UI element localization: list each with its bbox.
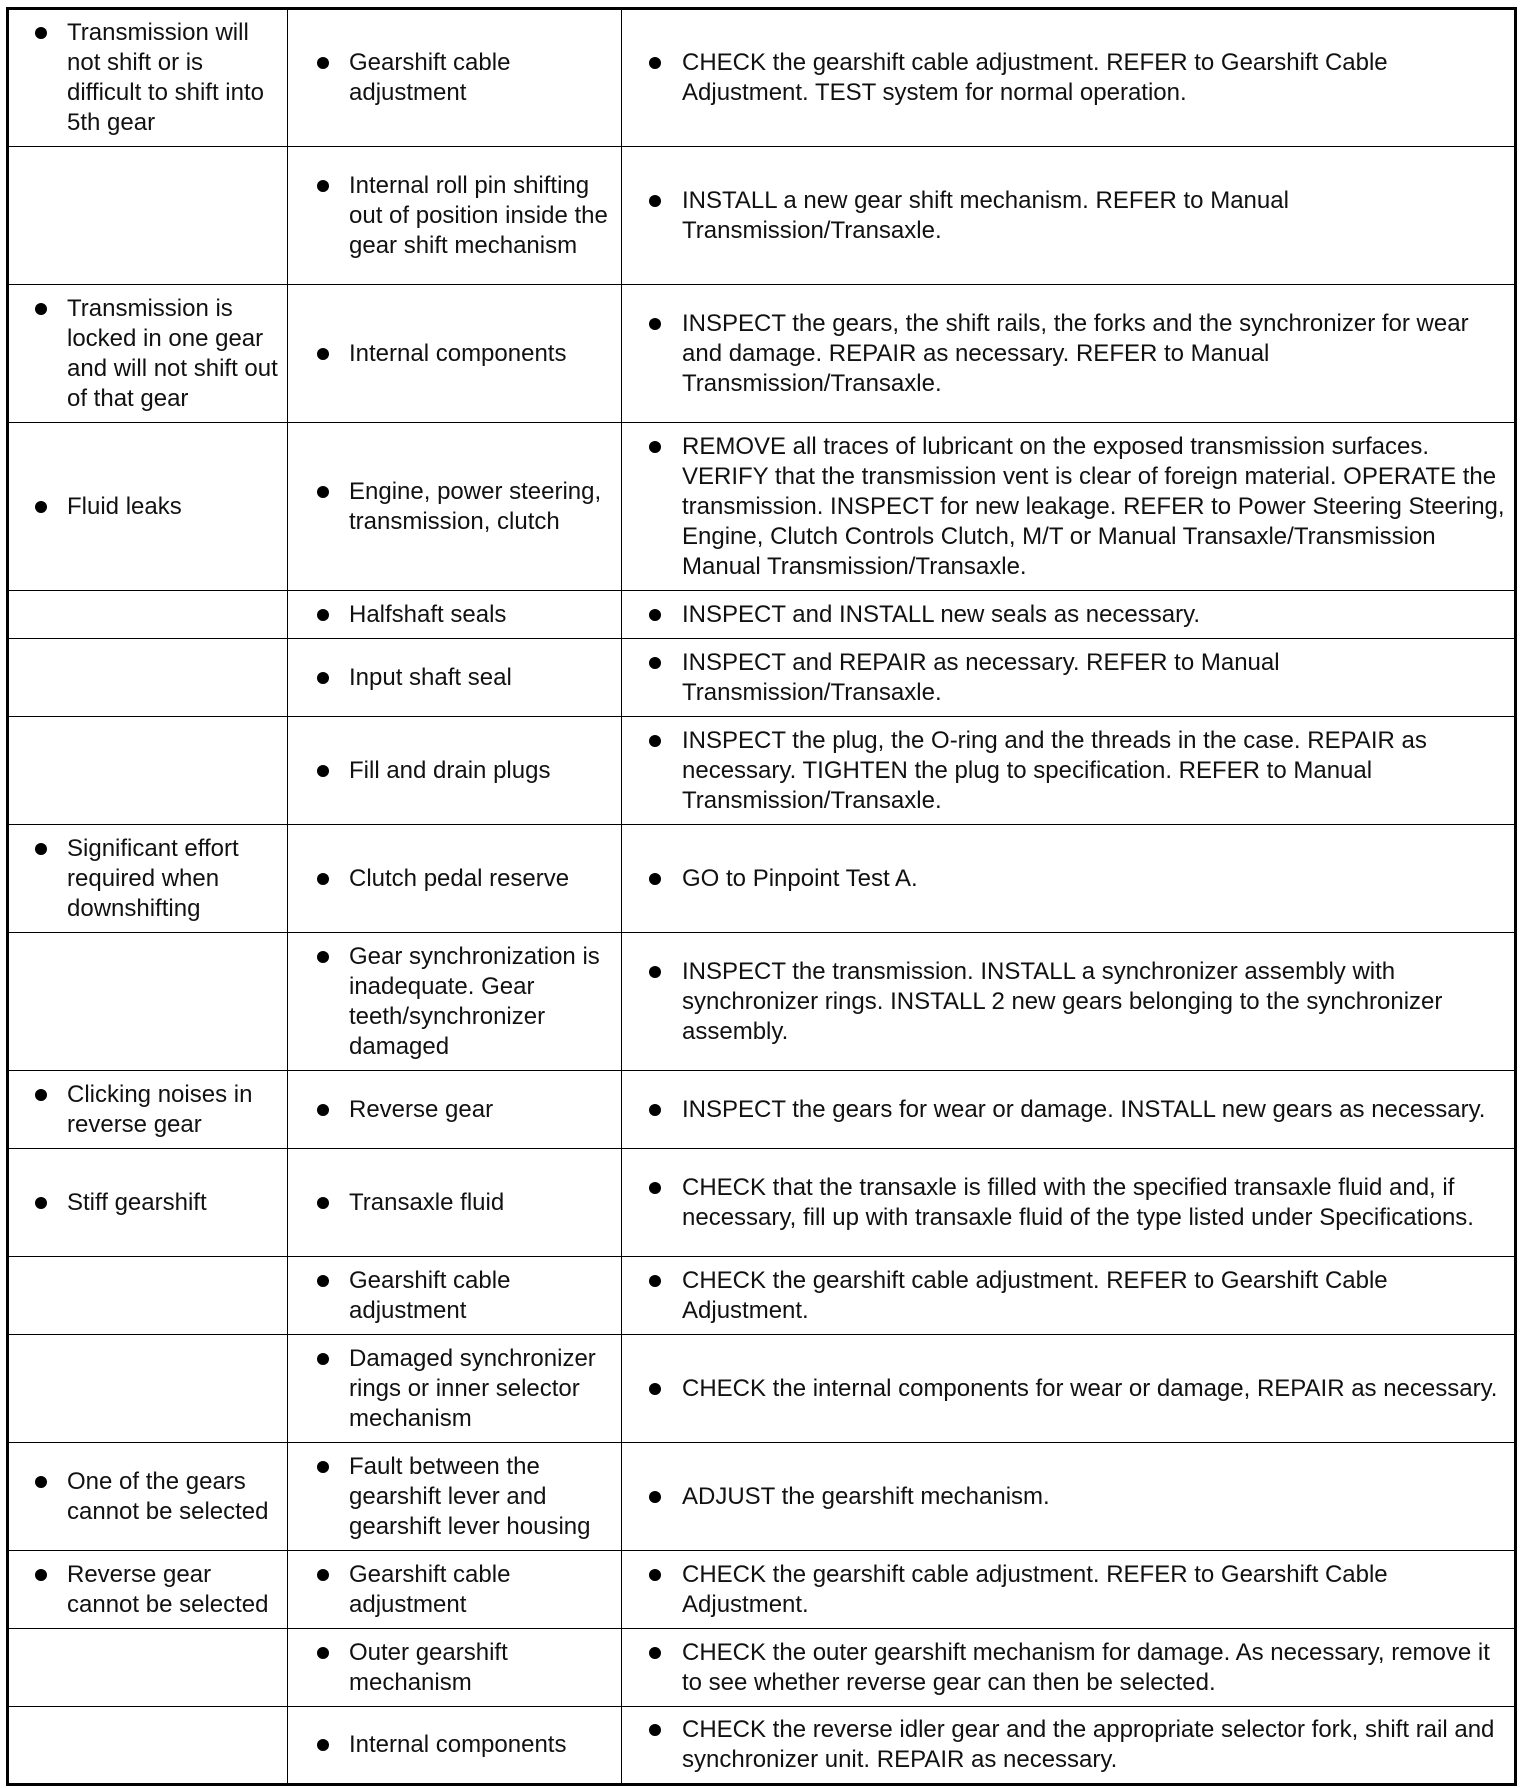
condition-cell <box>8 9 288 147</box>
source-text: Gear synchronization is inadequate. Gear teeth/synchronizer damaged <box>349 942 600 1060</box>
bullet-icon <box>317 951 329 963</box>
bullet-icon <box>317 1104 329 1116</box>
bullet-item <box>622 48 1508 108</box>
bullet-item <box>288 1452 615 1542</box>
bullet-item <box>9 18 281 138</box>
table-row <box>8 1443 1516 1551</box>
bullet-icon <box>649 873 661 885</box>
action-cell <box>622 1443 1516 1551</box>
condition-text: Stiff gearshift <box>67 1188 207 1216</box>
condition-cell <box>8 147 288 285</box>
condition-text: Significant effort required when downshifting <box>67 834 239 922</box>
condition-cell <box>8 825 288 933</box>
action-cell <box>622 591 1516 639</box>
bullet-item <box>9 834 281 924</box>
action-text: INSPECT the gears, the shift rails, the forks and the synchronizer for wear and damage. REPAIR as necessary. REFER to Manual Transmission/Transaxle. <box>682 309 1469 397</box>
bullet-icon <box>649 657 661 669</box>
condition-cell <box>8 285 288 423</box>
bullet-item <box>288 1095 615 1125</box>
action-cell <box>622 1071 1516 1149</box>
table-row <box>8 423 1516 591</box>
table-row <box>8 1335 1516 1443</box>
action-text: CHECK the gearshift cable adjustment. REFER to Gearshift Cable Adjustment. <box>682 1560 1388 1618</box>
bullet-item <box>622 726 1508 816</box>
bullet-icon <box>317 486 329 498</box>
action-text: INSPECT the plug, the O-ring and the threads in the case. REPAIR as necessary. TIGHTEN the plug to specification. REFER to Manual Transmission/Transaxle. <box>682 726 1427 814</box>
bullet-item <box>622 600 1508 630</box>
action-cell <box>622 933 1516 1071</box>
source-text: Damaged synchronizer rings or inner selector mechanism <box>349 1344 596 1432</box>
table-row <box>8 9 1516 147</box>
table-row <box>8 591 1516 639</box>
table-row <box>8 933 1516 1071</box>
action-text: CHECK the internal components for wear or damage, REPAIR as necessary. <box>682 1374 1498 1402</box>
bullet-icon <box>649 57 661 69</box>
bullet-item <box>288 864 615 894</box>
diagnosis-table-body <box>8 9 1516 1785</box>
action-text: CHECK the outer gearshift mechanism for damage. As necessary, remove it to see whether reverse gear can then be selected. <box>682 1638 1490 1696</box>
bullet-item <box>288 942 615 1062</box>
condition-text: Clicking noises in reverse gear <box>67 1080 253 1138</box>
source-cell <box>288 717 622 825</box>
action-cell <box>622 9 1516 147</box>
bullet-item <box>288 1638 615 1698</box>
source-text: Clutch pedal reserve <box>349 864 570 892</box>
bullet-icon <box>649 1275 661 1287</box>
bullet-item <box>622 1266 1508 1326</box>
bullet-icon <box>649 1569 661 1581</box>
bullet-icon <box>317 609 329 621</box>
bullet-icon <box>649 1724 661 1736</box>
condition-cell <box>8 591 288 639</box>
action-text: CHECK that the transaxle is filled with the specified transaxle fluid and, if necessary, fill up with transaxle fluid of the type listed under Specifications. <box>682 1173 1474 1231</box>
bullet-icon <box>317 1647 329 1659</box>
bullet-icon <box>35 1197 47 1209</box>
bullet-icon <box>35 843 47 855</box>
bullet-item <box>622 1374 1508 1404</box>
condition-cell <box>8 1257 288 1335</box>
source-text: Reverse gear <box>349 1095 494 1123</box>
bullet-icon <box>649 1383 661 1395</box>
condition-cell <box>8 1551 288 1629</box>
bullet-item <box>622 1173 1508 1233</box>
bullet-icon <box>35 1089 47 1101</box>
bullet-icon <box>317 1461 329 1473</box>
bullet-item <box>288 663 615 693</box>
bullet-item <box>288 600 615 630</box>
source-cell <box>288 825 622 933</box>
bullet-item <box>288 339 615 369</box>
condition-cell <box>8 1629 288 1707</box>
action-cell <box>622 1629 1516 1707</box>
bullet-icon <box>35 501 47 513</box>
bullet-icon <box>317 348 329 360</box>
action-text: INSPECT and INSTALL new seals as necessary. <box>682 600 1201 628</box>
source-text: Internal roll pin shifting out of position inside the gear shift mechanism <box>349 171 608 259</box>
table-row <box>8 639 1516 717</box>
bullet-icon <box>35 1476 47 1488</box>
table-row <box>8 1629 1516 1707</box>
bullet-icon <box>317 765 329 777</box>
source-text: Internal components <box>349 1731 567 1758</box>
bullet-icon <box>649 609 661 621</box>
bullet-icon <box>649 195 661 207</box>
table-row <box>8 1551 1516 1629</box>
bullet-item <box>622 1638 1508 1698</box>
source-text: Fault between the gearshift lever and gearshift lever housing <box>349 1452 591 1540</box>
action-cell <box>622 1707 1516 1785</box>
source-cell <box>288 1629 622 1707</box>
table-row <box>8 1707 1516 1785</box>
action-cell <box>622 1335 1516 1443</box>
action-cell <box>622 423 1516 591</box>
source-text: Internal components <box>349 339 567 367</box>
action-text: INSTALL a new gear shift mechanism. REFER to Manual Transmission/Transaxle. <box>682 186 1289 244</box>
source-cell <box>288 1707 622 1785</box>
bullet-icon <box>649 441 661 453</box>
bullet-item <box>9 1080 281 1140</box>
bullet-icon <box>649 1182 661 1194</box>
table-row <box>8 285 1516 423</box>
action-cell <box>622 285 1516 423</box>
source-text: Transaxle fluid <box>349 1188 505 1216</box>
action-text: REMOVE all traces of lubricant on the exposed transmission surfaces. VERIFY that the transmission vent is clear of foreign material. OPERATE the transmission. INSPECT for new leakage. REFER to Power Steering Steering, Engine, Clutch Controls Clutch, M/T or Manual Transaxle/Transmission Manual Transmission/Transaxle. <box>682 432 1505 580</box>
bullet-item <box>622 1482 1508 1512</box>
action-text: ADJUST the gearshift mechanism. <box>682 1482 1050 1510</box>
bullet-icon <box>317 1275 329 1287</box>
table-row <box>8 147 1516 285</box>
source-text: Halfshaft seals <box>349 600 507 628</box>
source-cell <box>288 1335 622 1443</box>
bullet-icon <box>649 1491 661 1503</box>
bullet-item <box>288 48 615 108</box>
bullet-icon <box>317 672 329 684</box>
bullet-item <box>622 1715 1508 1775</box>
bullet-icon <box>317 1353 329 1365</box>
bullet-item <box>622 432 1508 582</box>
bullet-item <box>622 1095 1508 1125</box>
source-cell <box>288 639 622 717</box>
source-cell <box>288 1443 622 1551</box>
condition-cell <box>8 1335 288 1443</box>
bullet-item <box>288 1266 615 1326</box>
condition-cell <box>8 933 288 1071</box>
action-text: CHECK the gearshift cable adjustment. REFER to Gearshift Cable Adjustment. TEST system for normal operation. <box>682 49 1388 106</box>
action-cell <box>622 1551 1516 1629</box>
bullet-item <box>288 1730 615 1760</box>
source-text: Input shaft seal <box>349 663 512 691</box>
source-text: Gearshift cable adjustment <box>349 1266 511 1324</box>
bullet-icon <box>35 1569 47 1581</box>
bullet-item <box>288 1188 615 1218</box>
bullet-item <box>9 1188 281 1218</box>
source-cell <box>288 1551 622 1629</box>
source-cell <box>288 423 622 591</box>
action-cell <box>622 825 1516 933</box>
table-row <box>8 1149 1516 1257</box>
bullet-item <box>288 477 615 537</box>
bullet-item <box>622 186 1508 246</box>
bullet-item <box>622 1560 1508 1620</box>
bullet-icon <box>317 57 329 69</box>
action-cell <box>622 1149 1516 1257</box>
source-text: Gearshift cable adjustment <box>349 1560 511 1618</box>
bullet-icon <box>317 873 329 885</box>
bullet-icon <box>35 303 47 315</box>
source-text: Engine, power steering, transmission, clutch <box>349 477 602 535</box>
source-cell <box>288 285 622 423</box>
bullet-icon <box>649 1104 661 1116</box>
bullet-icon <box>649 318 661 330</box>
condition-cell <box>8 717 288 825</box>
bullet-icon <box>317 1197 329 1209</box>
bullet-item <box>622 957 1508 1047</box>
bullet-icon <box>317 1569 329 1581</box>
action-text: INSPECT and REPAIR as necessary. REFER to Manual Transmission/Transaxle. <box>682 648 1280 706</box>
action-text: GO to Pinpoint Test A. <box>682 864 918 892</box>
source-cell <box>288 9 622 147</box>
bullet-icon <box>317 1739 329 1751</box>
bullet-item <box>9 492 281 522</box>
bullet-icon <box>35 27 47 39</box>
source-cell <box>288 933 622 1071</box>
table-row <box>8 717 1516 825</box>
table-row <box>8 825 1516 933</box>
action-cell <box>622 1257 1516 1335</box>
condition-text: Transmission is locked in one gear and will not shift out of that gear <box>67 294 278 412</box>
bullet-icon <box>649 1647 661 1659</box>
bullet-item <box>288 1344 615 1434</box>
bullet-icon <box>649 966 661 978</box>
condition-cell <box>8 1707 288 1785</box>
bullet-item <box>288 1560 615 1620</box>
action-cell <box>622 147 1516 285</box>
action-cell <box>622 717 1516 825</box>
source-cell <box>288 1149 622 1257</box>
condition-cell <box>8 423 288 591</box>
condition-cell <box>8 1443 288 1551</box>
diagnosis-table <box>6 7 1517 1786</box>
bullet-item <box>622 864 1508 894</box>
bullet-item <box>9 1467 281 1527</box>
action-text: INSPECT the transmission. INSTALL a synchronizer assembly with synchronizer rings. INSTALL 2 new gears belonging to the synchronizer assembly. <box>682 957 1443 1045</box>
bullet-icon <box>649 735 661 747</box>
condition-text: Transmission will not shift or is difficult to shift into 5th gear <box>67 19 264 136</box>
bullet-item <box>9 294 281 414</box>
condition-text: Fluid leaks <box>67 492 182 520</box>
action-cell <box>622 639 1516 717</box>
bullet-icon <box>317 180 329 192</box>
action-text: CHECK the reverse idler gear and the appropriate selector fork, shift rail and synchronizer unit. REPAIR as necessary. <box>682 1716 1495 1773</box>
source-cell <box>288 1257 622 1335</box>
condition-cell <box>8 1071 288 1149</box>
bullet-item <box>622 648 1508 708</box>
source-cell <box>288 1071 622 1149</box>
source-cell <box>288 591 622 639</box>
source-text: Gearshift cable adjustment <box>349 49 511 106</box>
condition-text: One of the gears cannot be selected <box>67 1467 269 1525</box>
table-row <box>8 1257 1516 1335</box>
bullet-item <box>288 756 615 786</box>
source-text: Fill and drain plugs <box>349 756 551 784</box>
condition-cell <box>8 1149 288 1257</box>
bullet-item <box>622 309 1508 399</box>
table-row <box>8 1071 1516 1149</box>
action-text: INSPECT the gears for wear or damage. INSTALL new gears as necessary. <box>682 1095 1486 1123</box>
condition-text: Reverse gear cannot be selected <box>67 1560 269 1618</box>
bullet-item <box>9 1560 281 1620</box>
condition-cell <box>8 639 288 717</box>
action-text: CHECK the gearshift cable adjustment. REFER to Gearshift Cable Adjustment. <box>682 1266 1388 1324</box>
source-cell <box>288 147 622 285</box>
source-text: Outer gearshift mechanism <box>349 1638 508 1696</box>
bullet-item <box>288 171 615 261</box>
